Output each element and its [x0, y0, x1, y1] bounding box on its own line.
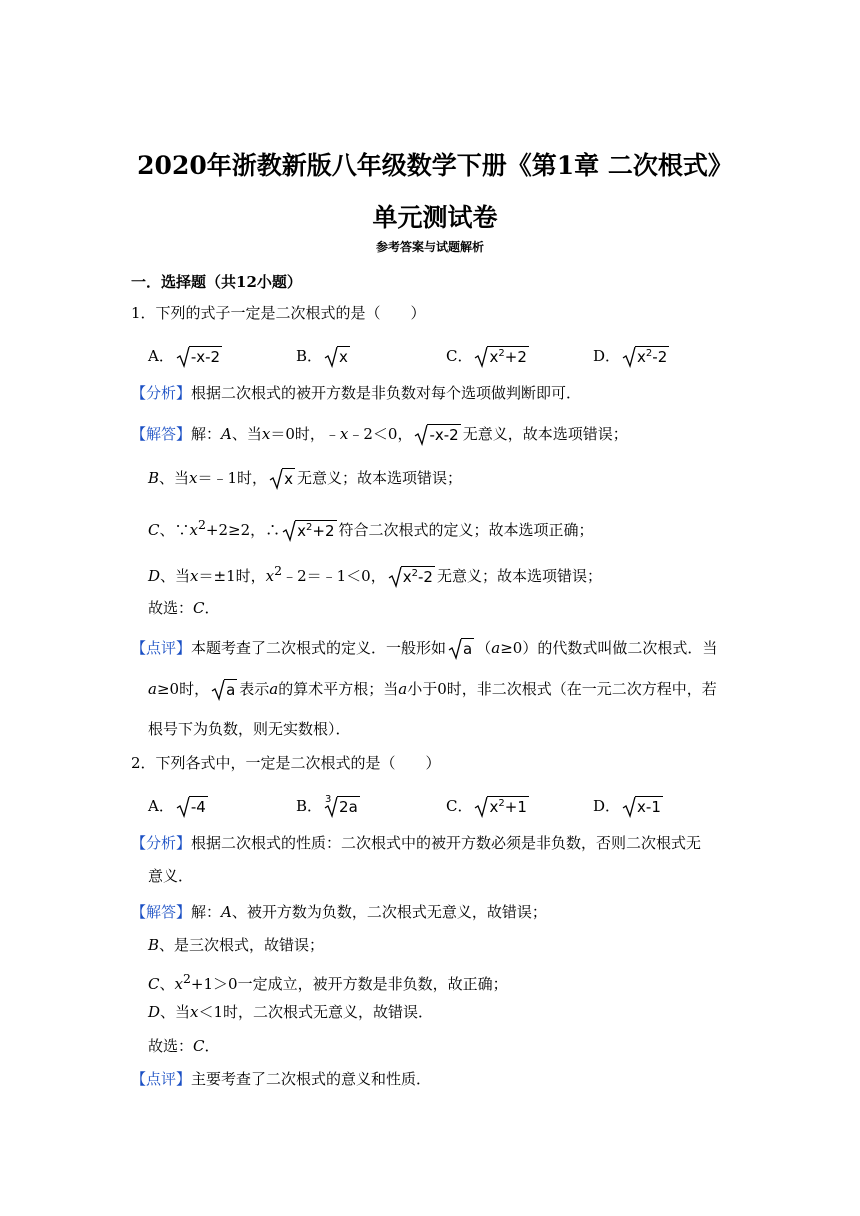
- radical-sign-icon: [414, 424, 428, 446]
- text: C: [193, 1037, 205, 1055]
- option-label: D．: [593, 347, 621, 365]
- text: 本题考查了二次根式的定义．一般形如: [191, 639, 447, 657]
- text: 小于0时，非二次根式（在一元二次方程中，若: [407, 680, 717, 698]
- radicand: x: [284, 470, 293, 488]
- text: 、当: [159, 469, 190, 487]
- radical-sign-icon: [622, 346, 636, 368]
- radical-sign-icon: [622, 796, 636, 818]
- analysis-text: 根据二次根式的被开方数是非负数对每个选项做判断即可．: [191, 384, 582, 402]
- text: 、当: [231, 425, 262, 443]
- text: x: [265, 567, 275, 585]
- text: A: [221, 903, 232, 921]
- analysis-tag: 【分析】: [131, 384, 192, 402]
- q1-comment-1: [131, 638, 741, 660]
- q1-option-b: [296, 344, 352, 368]
- q2-option-d: [593, 794, 665, 818]
- exponent: 2: [306, 522, 313, 533]
- q2-option-c: [446, 794, 531, 818]
- exponent: 2: [498, 348, 505, 359]
- option-label: D．: [593, 797, 621, 815]
- q2-answer-a: [131, 902, 741, 922]
- radical: [211, 679, 237, 701]
- radical: [474, 796, 528, 818]
- radicand: $x^2-2$: [637, 348, 668, 366]
- radicand: $x^2+2$: [489, 348, 527, 366]
- radical-sign-icon: [176, 346, 190, 368]
- text: ≥0时，: [156, 680, 210, 698]
- radical: [176, 346, 222, 368]
- q2-option-a: [148, 794, 210, 818]
- radical: [388, 566, 435, 588]
- radicand: x-1: [637, 798, 661, 816]
- text: ＝±1时，: [198, 567, 266, 585]
- text: ＝0时，﹣: [270, 425, 340, 443]
- radical: [448, 638, 474, 660]
- radical-sign-icon: [269, 468, 283, 490]
- q1-comment-2: [148, 679, 758, 701]
- text: 故选：: [148, 599, 194, 617]
- text: 符合二次根式的定义；故本选项正确；: [338, 521, 594, 539]
- text: 、当: [160, 567, 191, 585]
- q1-comment-3: 根号下为负数，则无实数根）．: [148, 720, 351, 738]
- radicand: -x-2: [429, 426, 459, 444]
- analysis-tag: 【分析】: [131, 834, 192, 852]
- radical: [176, 796, 208, 818]
- text: 2: [274, 563, 283, 578]
- radicand: -x-2: [190, 348, 221, 366]
- option-label: C．: [446, 797, 473, 815]
- text: 、当: [160, 1003, 191, 1021]
- q2-analysis-2: 意义．: [148, 867, 194, 885]
- text: ≥0）的代数式叫做二次根式．当: [500, 639, 718, 657]
- text: ﹣2＝﹣1＜0，: [282, 567, 386, 585]
- q1-answer-d: [148, 561, 758, 588]
- text: 无意义，故本选项错误；: [462, 425, 628, 443]
- text: 、是三次根式，故错误；: [159, 936, 325, 954]
- text: x: [189, 521, 198, 539]
- text: 的算术平方根；当: [278, 680, 399, 698]
- text: D: [148, 1003, 161, 1021]
- text: （: [476, 639, 492, 657]
- exponent: 2: [411, 568, 418, 579]
- q1-option-d: [593, 344, 671, 368]
- q2-answer-d: [148, 1002, 758, 1022]
- text: 、∵: [159, 521, 190, 539]
- radical: [269, 468, 295, 490]
- option-label: C．: [446, 347, 473, 365]
- comment-text: 主要考查了二次根式的意义和性质．: [191, 1070, 432, 1088]
- page-title: 2020年浙教新版八年级数学下册《第1章 二次根式》单元测试卷: [137, 151, 733, 232]
- radicand: -4: [190, 798, 206, 816]
- q2-analysis-1: [131, 833, 741, 853]
- text: 2: [197, 517, 206, 532]
- option-label: A．: [148, 797, 174, 815]
- page-subtitle: 参考答案与试题解析: [375, 240, 484, 254]
- exponent: 2: [498, 798, 505, 809]
- q1-choice: 故选：C．: [148, 599, 220, 617]
- q1-answer-a: [131, 424, 741, 446]
- radical: [622, 346, 669, 368]
- radical: [282, 520, 336, 542]
- q2-option-b: [296, 794, 362, 818]
- radical: [324, 796, 360, 818]
- text: x: [174, 975, 183, 993]
- radical: [414, 424, 460, 446]
- radical-sign-icon: [211, 679, 225, 701]
- text: 无意义；故本选项错误；: [436, 567, 602, 585]
- text: A: [221, 425, 232, 443]
- text: x: [339, 425, 349, 443]
- text: B: [148, 469, 160, 487]
- radicand: a: [463, 640, 473, 658]
- text: 解：: [191, 425, 222, 443]
- text: a: [398, 680, 408, 698]
- q1-option-a: [148, 344, 224, 368]
- text: +1＞0一定成立，被开方数是非负数，故正确；: [190, 975, 508, 993]
- text: ＜1时，二次根式无意义，故错误．: [198, 1003, 434, 1021]
- q2-answer-b: [148, 935, 758, 955]
- text: 、被开方数为负数，二次根式无意义，故错误；: [231, 903, 547, 921]
- text: ﹣2＜0，: [348, 425, 413, 443]
- text: x: [190, 1003, 199, 1021]
- radicand: 2a: [339, 798, 358, 816]
- option-label: B．: [296, 797, 323, 815]
- option-label: A．: [148, 347, 174, 365]
- q1-answer-c: [148, 515, 758, 542]
- radical-sign-icon: [474, 346, 488, 368]
- q2-comment: [131, 1069, 741, 1089]
- text: a: [491, 639, 501, 657]
- comment-tag: 【点评】: [131, 1070, 192, 1088]
- text: 无意义；故本选项错误；: [296, 469, 462, 487]
- text: C: [148, 975, 160, 993]
- radical-sign-icon: [324, 796, 338, 818]
- q2-answer-c: [148, 969, 758, 994]
- text: 2: [182, 971, 191, 986]
- text: 解：: [191, 903, 222, 921]
- radical-sign-icon: [388, 566, 402, 588]
- text: ＝﹣1时，: [197, 469, 268, 487]
- comment-tag: 【点评】: [131, 639, 192, 657]
- answer-tag: 【解答】: [131, 425, 192, 443]
- radical: [622, 796, 663, 818]
- radicand: x: [339, 348, 348, 366]
- text: +2≥2，∴: [205, 521, 281, 539]
- radicand: a: [226, 681, 236, 699]
- option-label: B．: [296, 347, 323, 365]
- text: a: [269, 680, 279, 698]
- radical-sign-icon: [324, 346, 338, 368]
- radicand: $x^2-2$: [402, 568, 433, 586]
- radicand: $x^2+1$: [489, 798, 527, 816]
- text: 表示: [239, 680, 270, 698]
- radical: [474, 346, 528, 368]
- text: x: [189, 469, 198, 487]
- root-index: 3: [325, 794, 332, 805]
- radical-sign-icon: [474, 796, 488, 818]
- text: 故选：: [148, 1037, 194, 1055]
- radicand: $x^2+2$: [297, 522, 335, 540]
- text: D: [148, 567, 161, 585]
- radical-sign-icon: [176, 796, 190, 818]
- text: C: [193, 599, 205, 617]
- radical-sign-icon: [282, 520, 296, 542]
- answer-tag: 【解答】: [131, 903, 192, 921]
- text: a: [148, 680, 157, 698]
- q1-stem: 1．下列的式子一定是二次根式的是（ ）: [131, 304, 426, 322]
- text: 、: [159, 975, 175, 993]
- q1-answer-b: [148, 468, 758, 490]
- q2-stem: 2．下列各式中，一定是二次根式的是（ ）: [131, 754, 441, 772]
- text: B: [148, 936, 160, 954]
- q1-analysis: [131, 383, 741, 403]
- text: x: [190, 567, 199, 585]
- radical-sign-icon: [448, 638, 462, 660]
- analysis-text: 根据二次根式的性质：二次根式中的被开方数必须是非负数，否则二次根式无: [191, 834, 702, 852]
- q1-option-c: [446, 344, 531, 368]
- section-heading: 一．选择题（共12小题）: [131, 273, 302, 291]
- exponent: 2: [645, 348, 653, 359]
- text: C: [148, 521, 160, 539]
- text: x: [261, 425, 271, 443]
- q2-choice: 故选：C．: [148, 1037, 220, 1055]
- radical: [324, 346, 350, 368]
